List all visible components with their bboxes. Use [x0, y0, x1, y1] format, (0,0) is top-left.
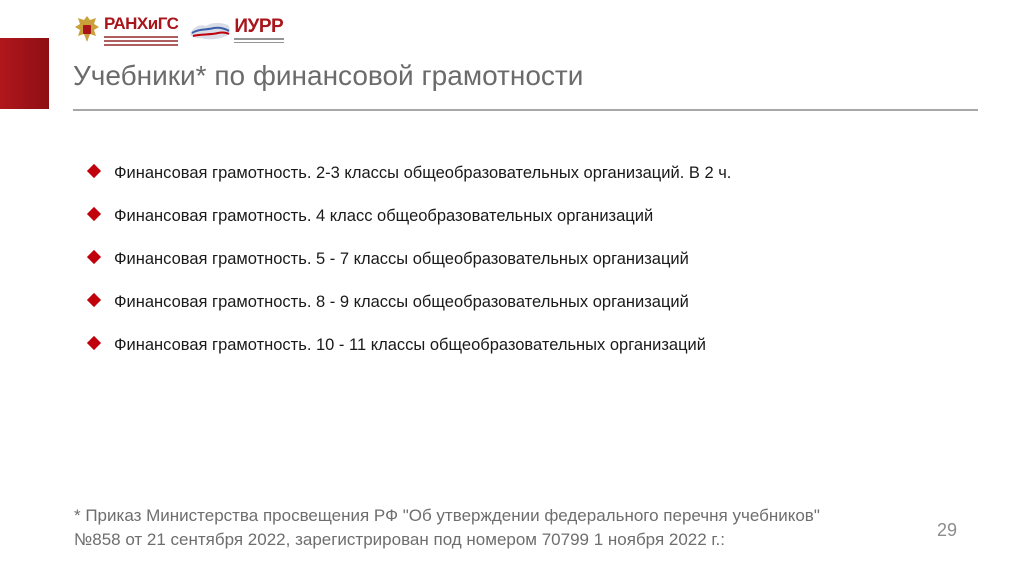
iurr-logo: [188, 16, 284, 44]
list-item-text: Финансовая грамотность. 8 - 9 классы общеобразовательных организаций: [114, 293, 689, 311]
list-item: [86, 195, 731, 238]
slide-title: Учебники* по финансовой грамотности: [73, 60, 584, 91]
title-divider: [73, 109, 978, 111]
header-logos: [74, 12, 284, 48]
list-item-text: Финансовая грамотность. 10 - 11 классы общеобразовательных организаций: [114, 336, 706, 354]
ranepa-logo-text: РАНХиГС: [104, 13, 179, 33]
ranepa-logo: [74, 14, 178, 46]
list-item: [86, 324, 731, 367]
page-number: 29: [937, 520, 958, 540]
list-item: [86, 238, 731, 281]
eagle-emblem-icon: [74, 14, 100, 46]
list-item: [86, 152, 731, 195]
ranepa-logo-subtext: [104, 34, 178, 46]
footnote-line-1: * Приказ Министерства просвещения РФ "Об утверждении федерального перечня учебников": [74, 506, 820, 525]
footnote: [74, 504, 820, 552]
footnote-line-2: №858 от 21 сентября 2022, зарегистрирован под номером 70799 1 ноября 2022 г.:: [74, 530, 725, 549]
diamond-bullet-icon: [87, 292, 101, 306]
russia-map-icon: [188, 16, 232, 44]
list-item-text: Финансовая грамотность. 4 класс общеобразовательных организаций: [114, 207, 654, 225]
diamond-bullet-icon: [87, 163, 101, 177]
diamond-bullet-icon: [87, 335, 101, 349]
diamond-bullet-icon: [87, 249, 101, 263]
list-item-text: Финансовая грамотность. 2-3 классы общеобразовательных организаций. В 2 ч.: [114, 164, 732, 182]
iurr-logo-subtext: [234, 36, 284, 43]
textbook-list: [86, 152, 731, 367]
list-item-text: Финансовая грамотность. 5 - 7 классы общеобразовательных организаций: [114, 250, 689, 268]
accent-bar: [0, 38, 49, 109]
diamond-bullet-icon: [87, 206, 101, 220]
iurr-logo-text: ИУРР: [234, 16, 284, 37]
list-item: [86, 281, 731, 324]
